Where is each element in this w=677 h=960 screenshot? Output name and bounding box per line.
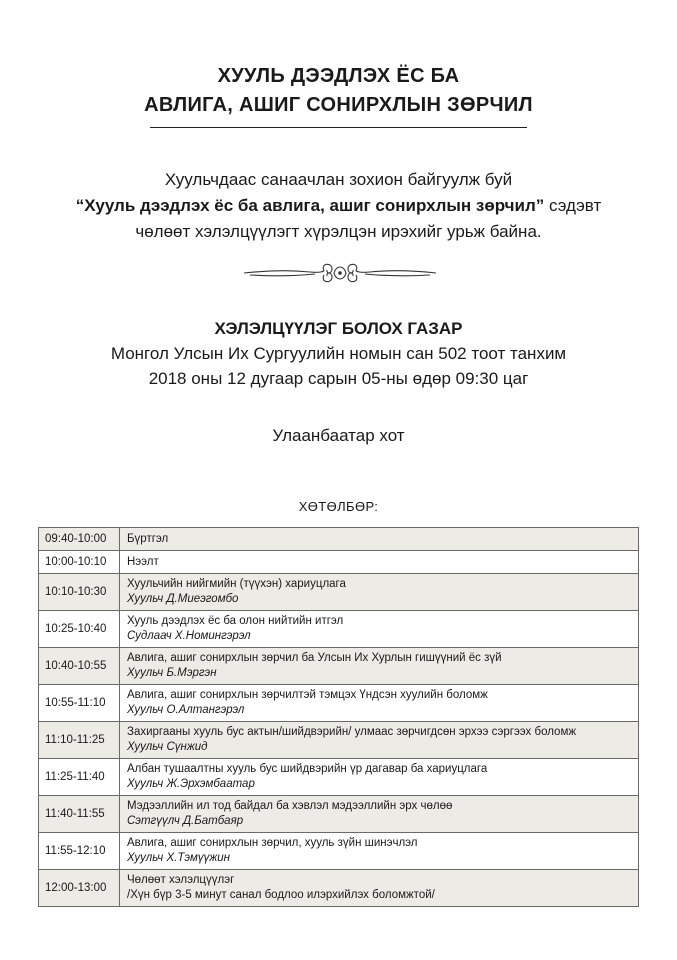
schedule-title: Албан тушаалтны хууль бус шийдвэрийн үр дагавар ба хариуцлага <box>127 763 488 775</box>
schedule-time: 11:40-11:55 <box>39 796 120 833</box>
schedule-title: Захиргааны хууль бус актын/шийдвэрийн/ улмаас зөрчигдсөн эрхээ сэргээх боломж <box>127 726 577 738</box>
schedule-title: Чөлөөт хэлэлцүүлэг <box>127 874 235 886</box>
schedule-time: 10:55-11:10 <box>39 685 120 722</box>
schedule-row <box>39 528 639 551</box>
schedule-time: 10:00-10:10 <box>39 551 120 574</box>
title-line-2: АВЛИГА, АШИГ СОНИРХЛЫН ЗӨРЧИЛ <box>144 94 533 116</box>
schedule-speaker: Сэтгүүлч Д.Батбаяр <box>127 815 244 827</box>
schedule-row <box>39 551 639 574</box>
schedule-time: 11:10-11:25 <box>39 722 120 759</box>
schedule-title: Хууль дээдлэх ёс ба олон нийтийн итгэл <box>127 615 344 627</box>
schedule-row <box>39 722 639 759</box>
schedule-speaker: Хуульч Б.Мэргэн <box>127 667 217 679</box>
ornament-divider <box>240 258 440 288</box>
schedule-row <box>39 574 639 611</box>
schedule-item <box>120 551 639 574</box>
invitation-line-1: Хуульчдаас санаачлан зохион байгуулж буй <box>164 170 513 189</box>
schedule-row <box>39 685 639 722</box>
program-label: ХӨТӨЛБӨР: <box>298 499 379 514</box>
schedule-item <box>120 574 639 611</box>
schedule-item <box>120 722 639 759</box>
schedule-item <box>120 796 639 833</box>
schedule-time: 11:55-12:10 <box>39 833 120 870</box>
schedule-speaker: Хуульч Д.Миеэгомбо <box>127 593 239 605</box>
schedule-time: 09:40-10:00 <box>39 528 120 551</box>
schedule-title: Авлига, ашиг сонирхлын зөрчил ба Улсын Их Хурлын гишүүний ёс зүй <box>127 652 502 664</box>
document-title <box>0 62 677 120</box>
schedule-table <box>38 527 639 907</box>
schedule-row <box>39 833 639 870</box>
schedule-title: Авлига, ашиг сонирхлын зөрчилтэй тэмцэх Үндсэн хуулийн боломж <box>127 689 488 701</box>
schedule-note: /Хүн бүр 3-5 минут санал бодлоо илэрхийлэх боломжтой/ <box>127 889 435 901</box>
schedule-time: 11:25-11:40 <box>39 759 120 796</box>
schedule-title: Хуульчийн нийгмийн (түүхэн) хариуцлага <box>127 578 346 590</box>
schedule-title: Авлига, ашиг сонирхлын зөрчил, хууль зүйн шинэчлэл <box>127 837 418 849</box>
title-divider <box>150 127 527 128</box>
schedule-time: 10:10-10:30 <box>39 574 120 611</box>
schedule-row <box>39 611 639 648</box>
invitation-text <box>0 167 677 245</box>
title-line-1: ХУУЛЬ ДЭЭДЛЭХ ЁС БА <box>217 65 460 87</box>
schedule-row <box>39 796 639 833</box>
schedule-speaker: Хуульч Х.Тэмүүжин <box>127 852 231 864</box>
venue-city: Улаанбаатар хот <box>272 426 405 445</box>
schedule-speaker: Хуульч О.Алтангэрэл <box>127 704 245 716</box>
schedule-item <box>120 833 639 870</box>
schedule-row <box>39 759 639 796</box>
schedule-row <box>39 870 639 907</box>
schedule-speaker: Хуульч Ж.Эрхэмбаатар <box>127 778 255 790</box>
invitation-line-3: чөлөөт хэлэлцүүлэгт хүрэлцэн ирэхийг урьж байна. <box>135 222 542 241</box>
schedule-item <box>120 611 639 648</box>
schedule-item <box>120 648 639 685</box>
schedule-time: 10:25-10:40 <box>39 611 120 648</box>
venue-place: Монгол Улсын Их Сургуулийн номын сан 502 тоот танхим <box>110 344 567 363</box>
schedule-item <box>120 870 639 907</box>
schedule-speaker: Судлаач Х.Номингэрэл <box>127 630 251 642</box>
schedule-time: 10:40-10:55 <box>39 648 120 685</box>
schedule-title: Бүртгэл <box>127 532 169 545</box>
venue-block <box>0 316 677 391</box>
schedule-speaker: Хуульч Сүнжид <box>127 741 208 753</box>
schedule-item <box>120 528 639 551</box>
schedule-title: Мэдээллийн ил тод байдал ба хэвлэл мэдээллийн эрх чөлөө <box>127 800 453 812</box>
schedule-title: Нээлт <box>127 555 159 568</box>
schedule-time: 12:00-13:00 <box>39 870 120 907</box>
schedule-item <box>120 685 639 722</box>
schedule-row <box>39 648 639 685</box>
event-topic: “Хууль дээдлэх ёс ба авлига, ашиг сонирхлын зөрчил” <box>75 196 545 215</box>
invitation-line-2 <box>0 193 677 219</box>
venue-heading: ХЭЛЭЛЦҮҮЛЭГ БОЛОХ ГАЗАР <box>214 319 463 338</box>
topic-suffix: сэдэвт <box>544 196 602 215</box>
venue-datetime: 2018 оны 12 дугаар сарын 05-ны өдөр 09:30 цаг <box>148 369 529 388</box>
schedule-item <box>120 759 639 796</box>
